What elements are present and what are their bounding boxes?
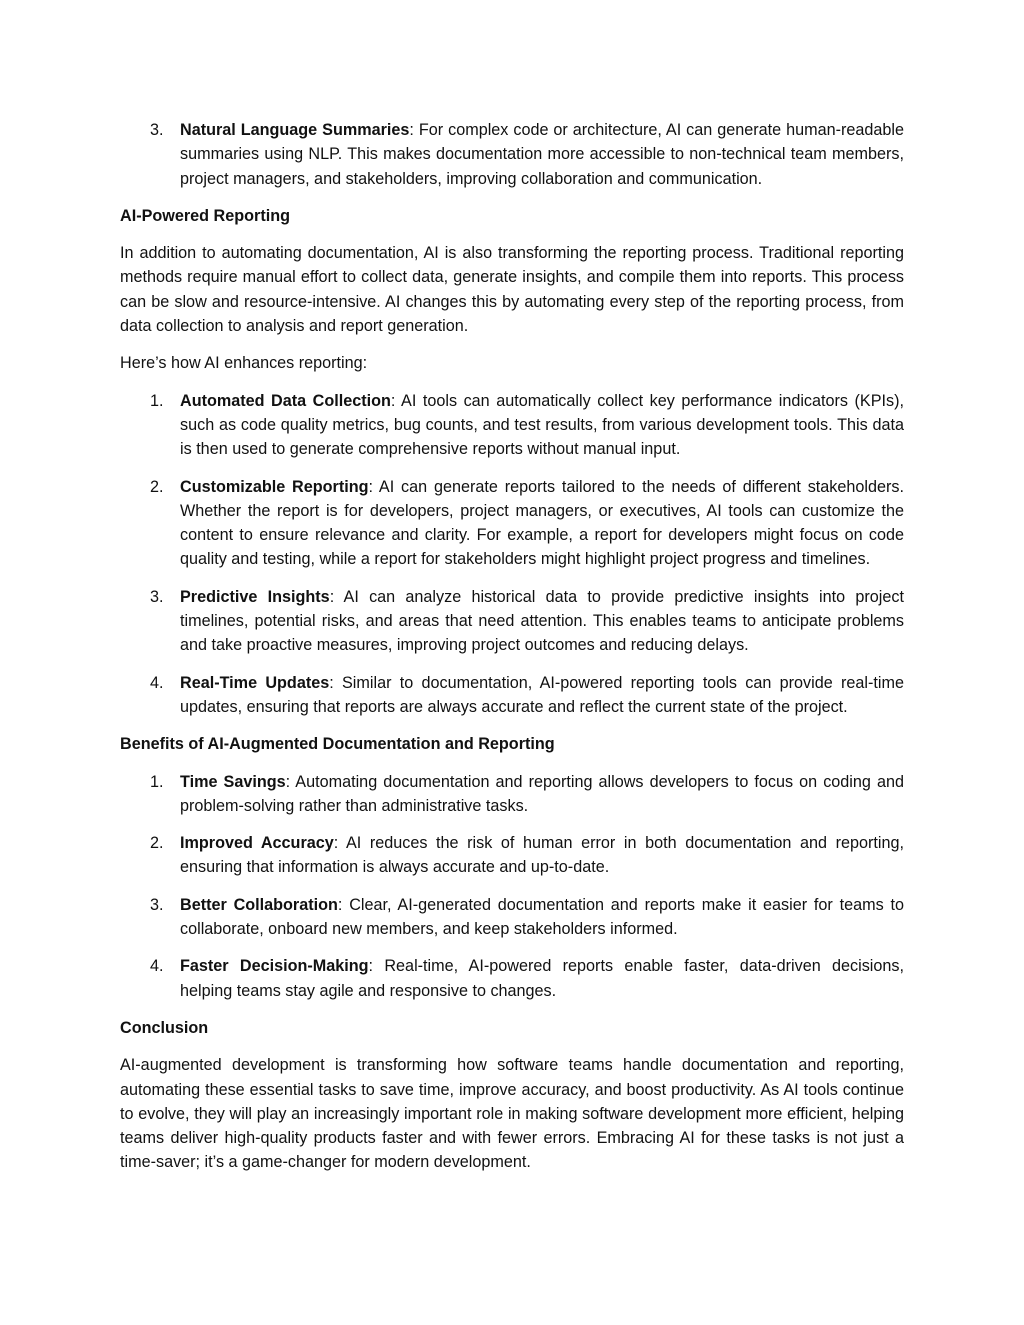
list-text: : Automating documentation and reporting allows developers to focus on coding and problem-solving rather than administrative tasks. [180, 772, 904, 815]
list-item [120, 389, 904, 462]
reporting-paragraph: In addition to automating documentation, AI is also transforming the reporting process. Traditional reporting methods require manual effort to collect data, generate insights, and compile them into reports. This process can be slow and resource-intensive. AI changes this by automating every step of the reporting process, from data collection to analysis and report generation. [120, 244, 904, 336]
documentation-list [120, 118, 904, 191]
list-text: : Similar to documentation, AI-powered reporting tools can provide real-time updates, ensuring that reports are always accurate and reflect the current state of the project. [180, 673, 904, 716]
section-heading-conclusion: Conclusion [120, 1018, 209, 1037]
list-number: 4. [150, 957, 164, 976]
list-number: 2. [150, 834, 164, 853]
list-number: 3. [150, 895, 164, 914]
list-number: 1. [150, 772, 164, 791]
list-term: Better Collaboration [180, 895, 338, 914]
list-number: 1. [150, 391, 164, 410]
section-heading-benefits: Benefits of AI-Augmented Documentation and Reporting [120, 735, 555, 754]
list-text: : AI can generate reports tailored to the needs of different stakeholders. Whether the report is for developers, project managers, or executives, AI tools can customize the content to ensure relevance and clarity. For example, a report for developers might focus on code quality and testing, while a report for stakeholders might highlight project progress and timelines. [180, 477, 904, 569]
list-term: Real-Time Updates [180, 673, 330, 692]
list-term: Time Savings [180, 772, 286, 791]
list-text: : AI tools can automatically collect key performance indicators (KPIs), such as code quality metrics, bug counts, and test results, from various development tools. This data is then used to generate comprehensive reports without manual input. [180, 391, 905, 459]
list-number: 3. [150, 587, 164, 606]
list-item [120, 954, 904, 1003]
list-term: Faster Decision-Making [180, 957, 369, 976]
list-term: Improved Accuracy [180, 834, 334, 853]
list-term: Natural Language Summaries [180, 121, 410, 139]
list-item [120, 831, 904, 880]
list-item [120, 585, 904, 658]
list-term: Predictive Insights [180, 587, 330, 606]
section-heading-reporting: AI-Powered Reporting [120, 206, 290, 225]
reporting-intro: Here’s how AI enhances reporting: [120, 354, 368, 373]
list-term: Automated Data Collection [180, 391, 391, 410]
list-text: : For complex code or architecture, AI can generate human-readable summaries using NLP. This makes documentation more accessible to non-technical team members, project managers, and stakeholders, improving collaboration and communication. [180, 121, 904, 188]
document-page [120, 118, 904, 1188]
list-number: 2. [150, 477, 164, 496]
list-item [120, 770, 904, 819]
reporting-list [120, 389, 904, 720]
list-number: 3. [150, 121, 164, 139]
list-item [120, 475, 904, 572]
list-text: : AI can analyze historical data to provide predictive insights into project timelines, potential risks, and areas that need attention. This enables teams to anticipate problems and take proactive measures, improving project outcomes and reducing delays. [180, 587, 904, 655]
list-term: Customizable Reporting [180, 477, 369, 496]
list-number: 4. [150, 673, 164, 692]
list-item [120, 118, 904, 191]
list-item [120, 893, 904, 942]
list-item [120, 671, 904, 720]
benefits-list [120, 770, 904, 1003]
conclusion-paragraph: AI-augmented development is transforming how software teams handle documentation and reporting, automating these essential tasks to save time, improve accuracy, and boost productivity. As AI tools continue to evolve, they will play an increasingly important role in making software development more efficient, helping teams deliver high-quality products faster and with fewer errors. Embracing AI for these tasks is not just a time-saver; it’s a game-changer for modern development. [120, 1056, 904, 1172]
list-text: : Clear, AI-generated documentation and reports make it easier for teams to collaborate, onboard new members, and keep stakeholders informed. [180, 895, 904, 939]
list-text: : Real-time, AI-powered reports enable faster, data-driven decisions, helping teams stay agile and responsive to changes. [180, 957, 905, 1000]
list-text: : AI reduces the risk of human error in both documentation and reporting, ensuring that information is always accurate and up-to-date. [180, 834, 905, 877]
